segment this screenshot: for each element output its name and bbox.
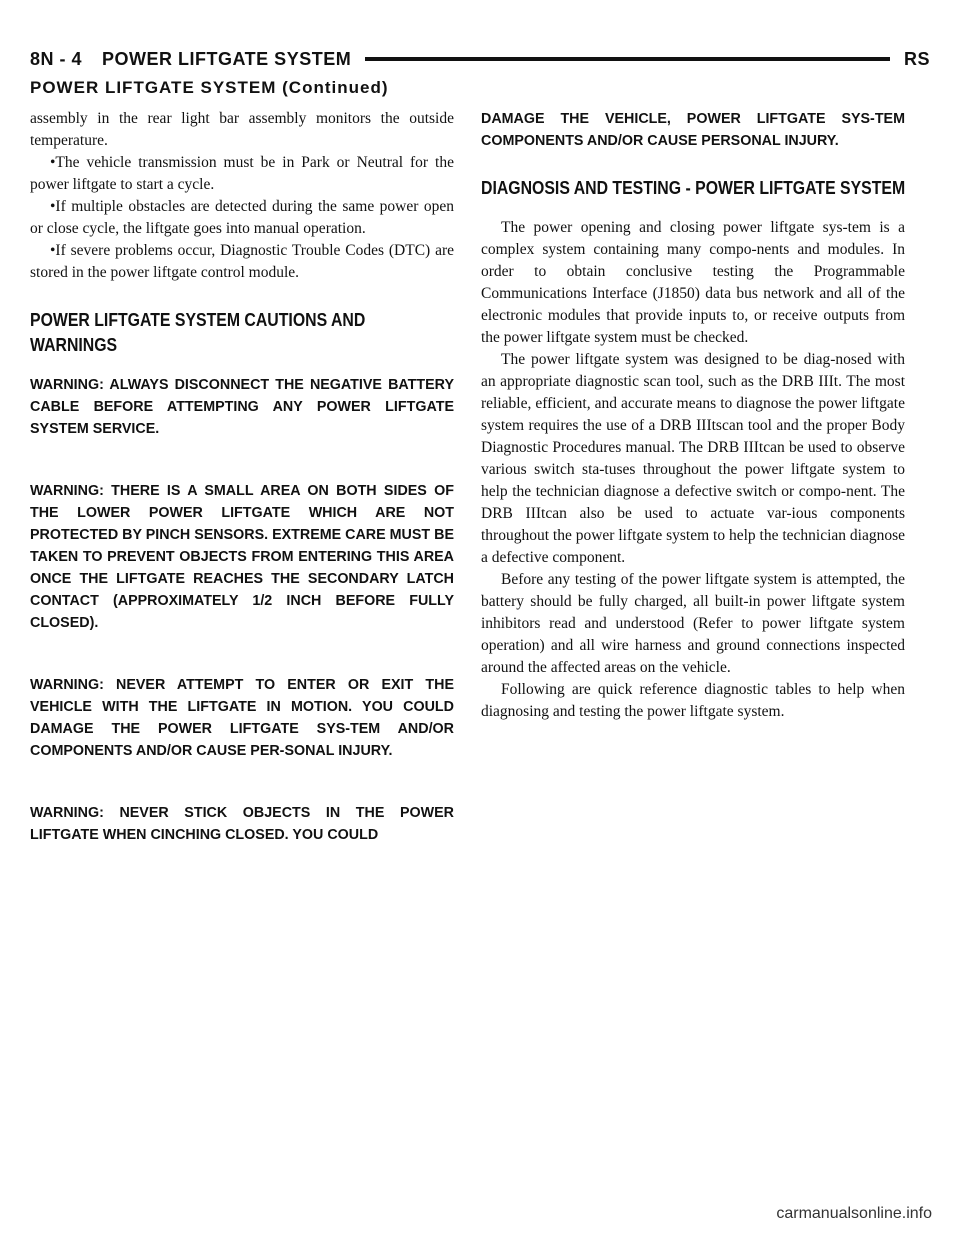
diagnosis-heading: DIAGNOSIS AND TESTING - POWER LIFTGATE SYSTEM: [481, 178, 906, 198]
warning-block: WARNING: ALWAYS DISCONNECT THE NEGATIVE BATTERY CABLE BEFORE ATTEMPTING ANY POWER LIFTGATE SYSTEM SERVICE.: [30, 377, 454, 437]
body-paragraph: Following are quick reference diagnostic tables to help when diagnosing and testing the power liftgate system.: [481, 681, 905, 720]
header-code: RS: [903, 48, 930, 69]
header-rule: [365, 57, 890, 61]
body-paragraph: The power opening and closing power liftgate sys-tem is a complex system containing many compo-nents and modules. In order to obtain conclusive testing the Programmable Communications Interface (J1850) data bus network and all of the electronic modules that provide inputs to, or receive outputs from the power liftgate system must be checked.: [481, 219, 905, 346]
right-column: [481, 108, 905, 723]
warning-block: WARNING: NEVER STICK OBJECTS IN THE POWER LIFTGATE WHEN CINCHING CLOSED. YOU COULD: [30, 805, 454, 843]
bullet-item: •If severe problems occur, Diagnostic Trouble Codes (DTC) are stored in the power liftgate control module.: [30, 242, 454, 281]
left-column: [30, 108, 454, 852]
bullet-item: •The vehicle transmission must be in Park or Neutral for the power liftgate to start a cycle.: [30, 154, 454, 193]
watermark-text: carmanualsonline.info: [776, 1205, 932, 1222]
warning-block: WARNING: NEVER ATTEMPT TO ENTER OR EXIT THE VEHICLE WITH THE LIFTGATE IN MOTION. YOU COULD DAMAGE THE POWER LIFTGATE SYS-TEM AND/OR COMPONENTS AND/OR CAUSE PER-SONAL INJURY.: [30, 677, 454, 759]
intro-paragraph: assembly in the rear light bar assembly monitors the outside temperature.: [30, 110, 454, 149]
body-paragraph: The power liftgate system was designed to be diag-nosed with an appropriate diagnostic scan tool, such as the DRB IIIt. The most reliable, efficient, and accurate means to diagnose the power liftgate system requires the use of a DRB IIItscan tool and the proper Body Diagnostic Procedures manual. The DRB IIItcan be used to observe various switch sta-tuses throughout the power liftgate system to help the technician diagnose a defective switch or compo-nent. The DRB IIItcan also be used to actuate var-ious components throughout the power liftgate system to help the technician diagnose a defective component.: [481, 351, 905, 566]
header-title: POWER LIFTGATE SYSTEM: [102, 48, 352, 69]
cautions-heading: POWER LIFTGATE SYSTEM CAUTIONS AND WARNINGS: [30, 310, 366, 355]
page-header: [30, 44, 930, 74]
warning-block: WARNING: THERE IS A SMALL AREA ON BOTH SIDES OF THE LOWER POWER LIFTGATE WHICH ARE NOT PROTECTED BY PINCH SENSORS. EXTREME CARE MUST BE TAKEN TO PREVENT OBJECTS FROM ENTERING THIS AREA ONCE THE LIFTGATE REACHES THE SECONDARY LATCH CONTACT (APPROXIMATELY 1/2 INCH BEFORE FULLY CLOSED).: [30, 483, 454, 631]
body-paragraph: Before any testing of the power liftgate system is attempted, the battery should be fully charged, all built-in power liftgate system inhibitors read and understood (Refer to power liftgate system operation) and all wire harness and ground connections inspected around the affected areas on the vehicle.: [481, 571, 905, 676]
section-continued-title: POWER LIFTGATE SYSTEM (Continued): [30, 78, 389, 97]
bullet-item: •If multiple obstacles are detected during the same power open or close cycle, the liftgate goes into manual operation.: [30, 198, 454, 237]
page-number: 8N - 4: [30, 48, 83, 69]
warning-continued: DAMAGE THE VEHICLE, POWER LIFTGATE SYS-TEM COMPONENTS AND/OR CAUSE PERSONAL INJURY.: [481, 111, 905, 149]
